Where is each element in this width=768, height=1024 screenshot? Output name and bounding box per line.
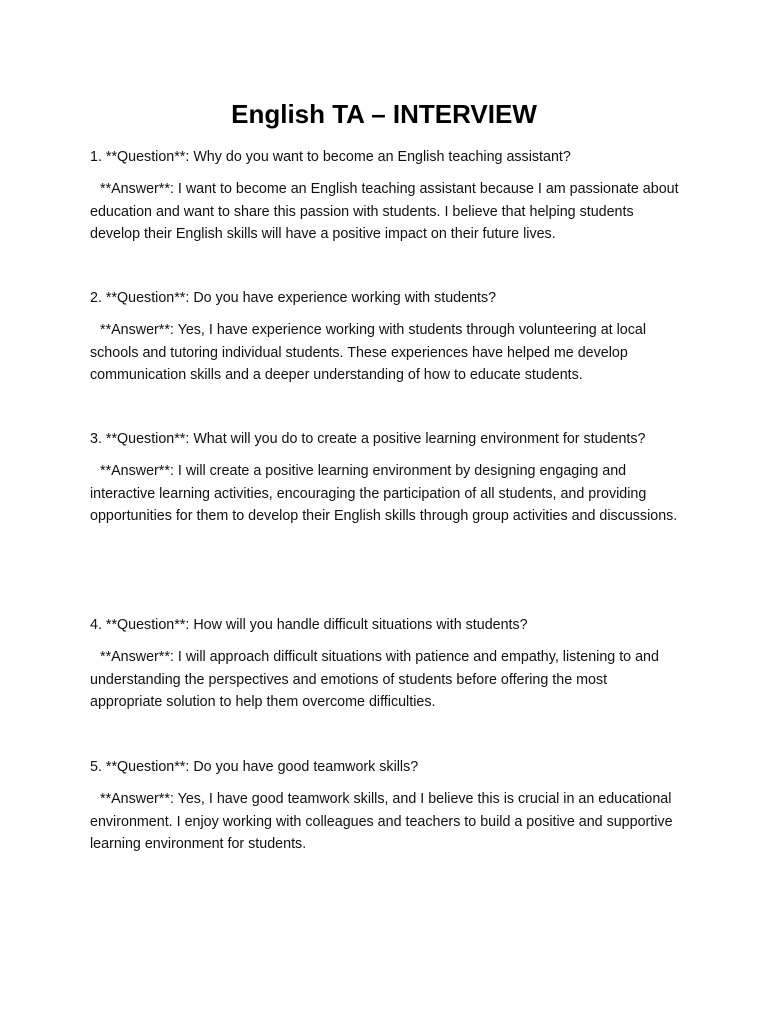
question-2: 2. **Question**: Do you have experience working with students? [90, 290, 497, 306]
question-1: 1. **Question**: Why do you want to become an English teaching assistant? [90, 149, 571, 165]
document-title: English TA – INTERVIEW [231, 99, 537, 129]
question-3: 3. **Question**: What will you do to create a positive learning environment for students? [90, 431, 646, 447]
answer-4: **Answer**: I will approach difficult situations with patience and empathy, listening to and understanding the perspectives and emotions of students before offering the most appropriate solution to help them overcome difficulties. [90, 649, 659, 710]
qa-item-2 [90, 287, 680, 387]
answer-2: **Answer**: Yes, I have experience working with students through volunteering at local schools and tutoring individual students. These experiences have helped me develop communication skills and a deeper understanding of how to educate students. [90, 322, 646, 383]
qa-item-5 [90, 756, 680, 856]
qa-item-4 [90, 614, 680, 714]
answer-3: **Answer**: I will create a positive learning environment by designing engaging and interactive learning activities, encouraging the participation of all students, and providing opportunities for them to develop their English skills through group activities and discussions. [90, 463, 678, 524]
qa-item-1 [90, 146, 680, 246]
answer-5: **Answer**: Yes, I have good teamwork skills, and I believe this is crucial in an educational environment. I enjoy working with colleagues and teachers to build a positive and supportive learning environment for students. [90, 791, 673, 852]
qa-item-3 [90, 428, 680, 528]
answer-1: **Answer**: I want to become an English teaching assistant because I am passionate about education and want to share this passion with students. I believe that helping students develop their English skills will have a positive impact on their future lives. [90, 181, 679, 242]
question-4: 4. **Question**: How will you handle difficult situations with students? [90, 617, 528, 633]
question-5: 5. **Question**: Do you have good teamwork skills? [90, 759, 419, 775]
